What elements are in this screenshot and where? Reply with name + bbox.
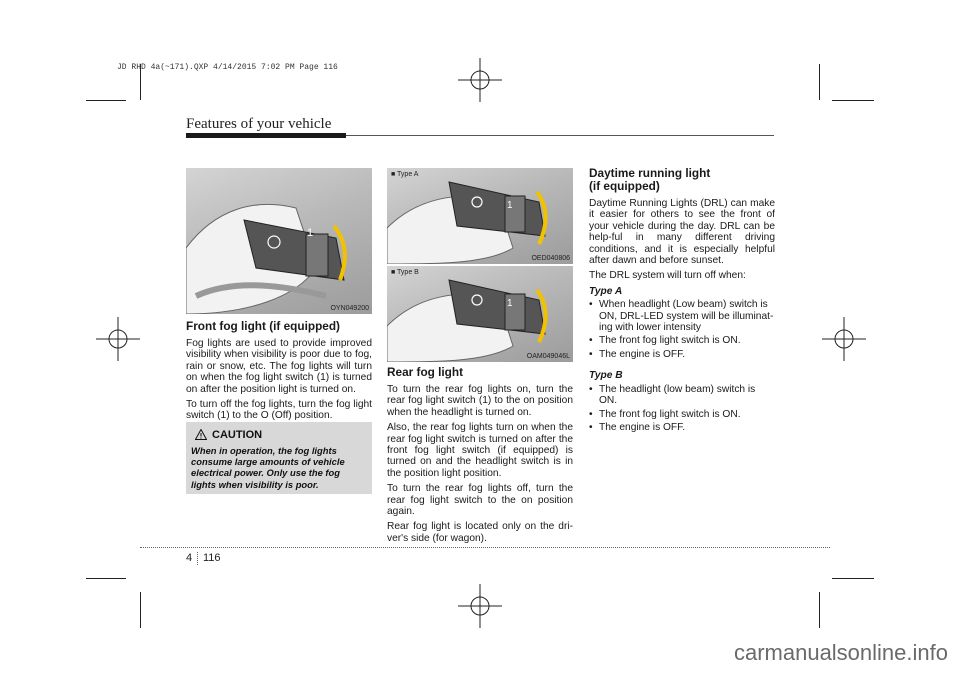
watermark: carmanualsonline.info <box>733 640 948 665</box>
figure-type-tag: ■ Type A <box>391 171 419 178</box>
drl-section <box>589 167 775 435</box>
footer-dotted-rule <box>140 547 830 548</box>
caution-title: CAUTION <box>212 429 263 441</box>
list-item: • The front fog light switch is ON. <box>589 335 775 346</box>
stalk-illustration <box>186 168 372 314</box>
rear-fog-heading: Rear fog light <box>387 365 464 379</box>
list-item: • The engine is OFF. <box>589 349 775 360</box>
page-number-divider <box>197 552 199 565</box>
crop-mark <box>86 578 126 579</box>
caution-body: When in operation, the fog lights consume large amounts of vehicle electrical power. Only use the fog lights when visibility is poor. <box>191 445 345 490</box>
crop-mark <box>86 100 126 101</box>
drl-paragraph: Daytime Running Lights (DRL) can make it easier for others to see the front of your vehicle during the day. DRL can be help-ful in many different driving conditions, and it is especially helpful after dawn and before sunset. <box>589 198 775 267</box>
list-item: • When headlight (Low beam) switch is ON, DRL-LED system will be illuminat-ing with lower intensity <box>589 299 775 333</box>
drl-paragraph: The DRL system will turn off when: <box>589 270 746 282</box>
registration-mark-left <box>96 317 140 361</box>
crop-mark <box>819 592 820 628</box>
header-rule-line <box>346 135 774 136</box>
rear-fog-figure-type-a <box>387 168 573 264</box>
type-b-list <box>589 384 775 434</box>
header-rule-bar <box>186 133 346 138</box>
caution-box <box>186 422 372 494</box>
crop-mark <box>832 578 874 579</box>
type-a-list <box>589 299 775 360</box>
stalk-illustration <box>387 266 573 362</box>
svg-text:1: 1 <box>507 200 513 211</box>
rear-fog-section <box>387 366 573 548</box>
registration-mark-top <box>458 58 502 102</box>
svg-text:1: 1 <box>507 298 513 309</box>
figure-code: OAM049046L <box>526 353 570 360</box>
front-fog-figure <box>186 168 372 314</box>
warning-icon <box>195 429 207 440</box>
chapter-number: 4 <box>186 552 193 564</box>
print-slug: JD RHD 4a(~171).QXP 4/14/2015 7:02 PM Page 116 <box>117 63 338 72</box>
list-item: • The engine is OFF. <box>589 422 775 433</box>
figure-code: OED040806 <box>531 255 570 262</box>
drl-heading-line: (if equipped) <box>589 179 660 193</box>
svg-text:1: 1 <box>307 227 314 239</box>
section-title: Features of your vehicle <box>186 116 332 132</box>
page-number: 116 <box>203 552 221 564</box>
crop-mark <box>832 100 874 101</box>
rear-fog-paragraph: Rear fog light is located only on the dri-ver's side (for wagon). <box>387 521 573 544</box>
rear-fog-figure-type-b <box>387 266 573 362</box>
figure-code: OYN049200 <box>330 305 369 312</box>
front-fog-section <box>186 320 372 426</box>
rear-fog-paragraph: Also, the rear fog lights turn on when the rear fog light switch is turned on after the front fog light switch (if equipped) is turned on and the headlight switch is in the position light position. <box>387 422 573 479</box>
registration-mark-bottom <box>458 584 502 628</box>
list-item: • The headlight (low beam) switch is ON. <box>589 384 775 407</box>
crop-mark <box>819 64 820 100</box>
type-b-label: Type B <box>589 370 623 382</box>
registration-mark-right <box>822 317 866 361</box>
front-fog-heading: Front fog light (if equipped) <box>186 319 340 333</box>
figure-type-tag: ■ Type B <box>391 269 419 276</box>
stalk-illustration <box>387 168 573 264</box>
type-a-label: Type A <box>589 285 623 297</box>
drl-heading-line: Daytime running light <box>589 166 711 180</box>
crop-mark <box>140 592 141 628</box>
front-fog-paragraph: To turn off the fog lights, turn the fog light switch (1) to the O (Off) position. <box>186 399 372 422</box>
drl-heading <box>589 167 775 193</box>
list-item: • The front fog light switch is ON. <box>589 409 775 420</box>
front-fog-paragraph: Fog lights are used to provide improved visibility when visibility is poor due to fog, rain or snow, etc. The fog lights will turn on when the fog light switch (1) is turned on after the position light is turned on. <box>186 338 372 395</box>
rear-fog-paragraph: To turn the rear fog lights off, turn the rear fog light switch to the on position again. <box>387 483 573 518</box>
rear-fog-paragraph: To turn the rear fog lights on, turn the rear fog light switch (1) to the on position when the headlight is turned on. <box>387 384 573 418</box>
